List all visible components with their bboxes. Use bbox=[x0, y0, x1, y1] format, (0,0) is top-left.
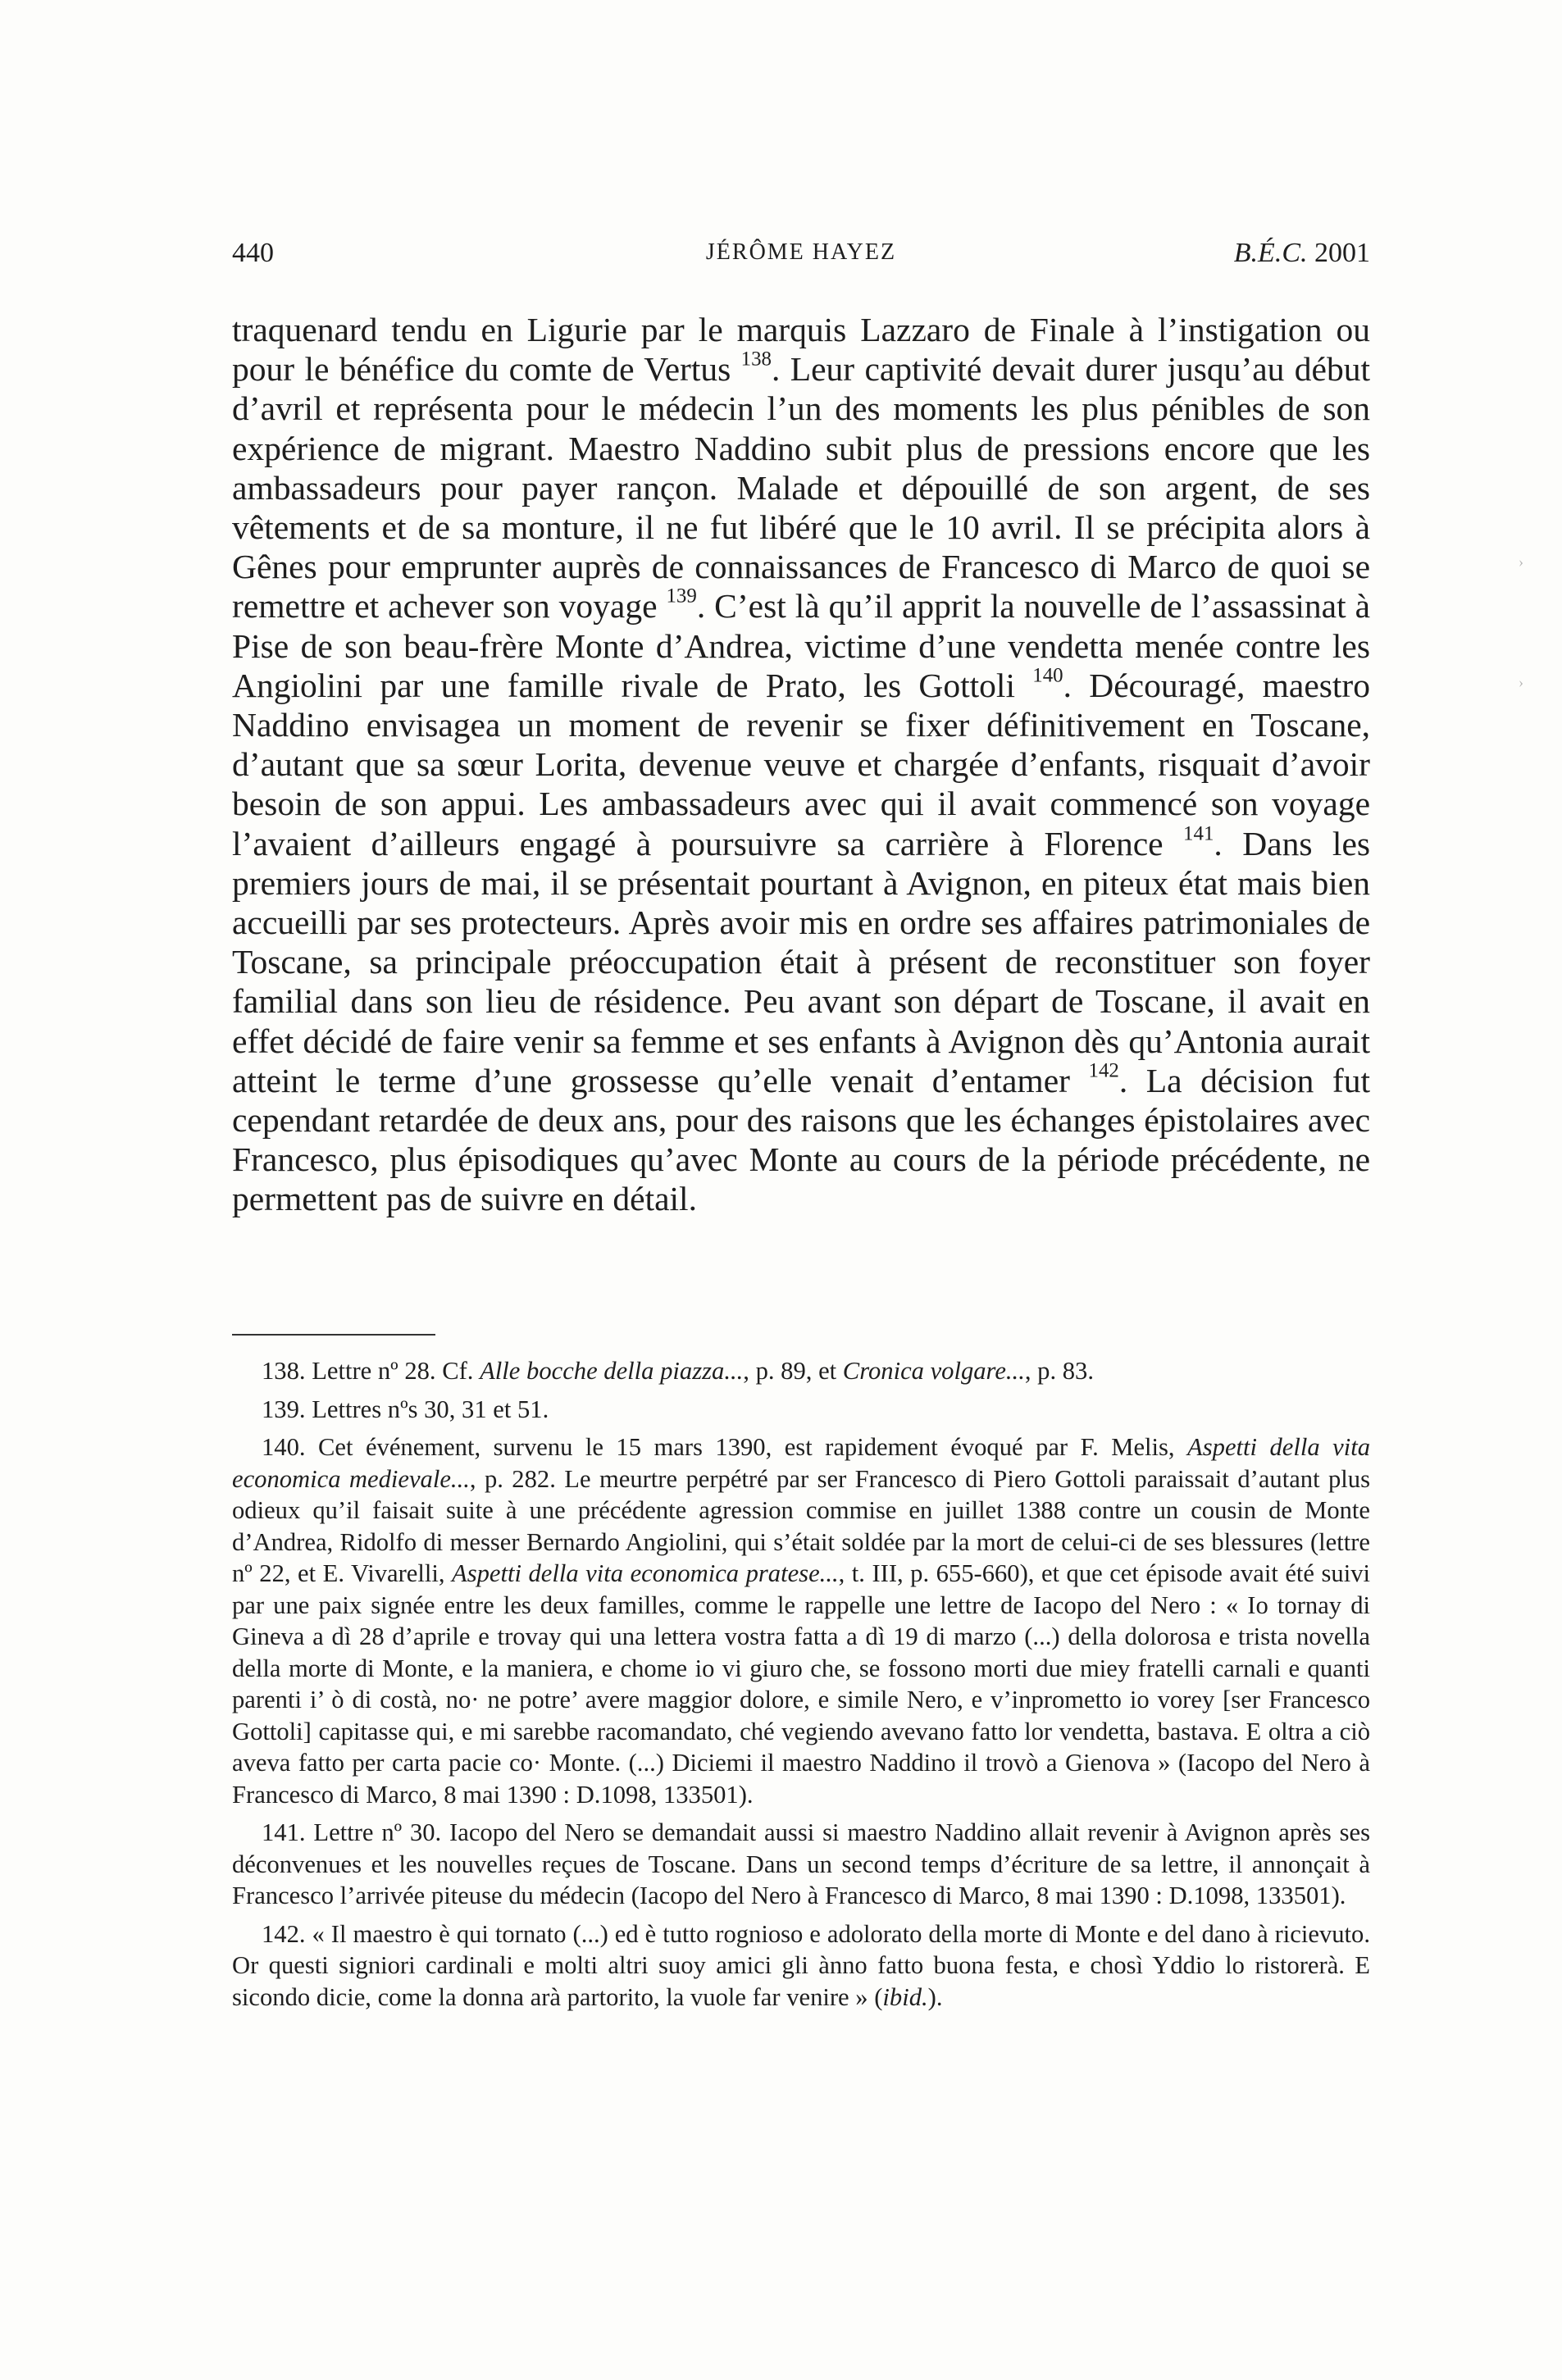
body-paragraph bbox=[232, 310, 1370, 1219]
footnote-number: 142. bbox=[262, 1919, 306, 1948]
footnote-text: Lettre nº 30. Iacopo del Nero se demandait aussi si maestro Naddino allait revenir à Avignon après ses déconvenues et les nouvelles reçues de Toscane. Dans un second temps d’écriture de sa lettre, il annonçait à Francesco l’arrivée piteuse du médecin (Iacopo del Nero à Francesco di Marco, 8 mai 1390 : D.1098, 133501). bbox=[232, 1818, 1371, 1909]
journal-reference bbox=[1234, 238, 1370, 269]
footnote-number: 139. bbox=[262, 1395, 306, 1423]
footnote-title: Aspetti della vita economica medievale... bbox=[232, 1433, 1370, 1493]
footnote-ref-140[interactable]: 140 bbox=[1032, 664, 1063, 687]
footnote-text: Lettre nº 28. Cf. bbox=[312, 1357, 480, 1385]
body-text-segment: . Leur captivité devait durer jusqu’au début d’avril et représenta pour le médecin l’un des moments les plus pénibles de son expérience de migrant. Maestro Naddino subit plus de pressions encore que les ambassadeurs pour payer rançon. Malade et dépouillé de son argent, de ses vêtements et de sa monture, il ne fut libéré que le 10 avril. Il se précipita alors à Gênes pour emprunter auprès de connaissances de Francesco di Marco de quoi se remettre et achever son voyage bbox=[232, 350, 1370, 626]
body-text-segment: . C’est là qu’il apprit la nouvelle de l’assassinat à Pise de son beau-frère Monte d’Andrea, victime d’une vendetta menée contre les Angiolini par une famille rivale de Prato, les Gottoli bbox=[232, 587, 1371, 704]
body-text-segment: . La décision fut cependant retardée de deux ans, pour des raisons que les échanges épistolaires avec Francesco, plus épisodiques qu’avec Monte au cours de la période précédente, ne permettent pas de suivre en détail. bbox=[232, 1061, 1371, 1218]
footnote-title: Aspetti della vita economica pratese... bbox=[452, 1559, 839, 1587]
body-text-segment: traquenard tendu en Ligurie par le marquis Lazzaro de Finale à l’instigation ou pour le bénéfice du comte de Vertus bbox=[232, 311, 1370, 389]
footnote-139 bbox=[232, 1394, 1370, 1426]
footnote-text: , p. 282. Le meurtre perpétré par ser Francesco di Piero Gottoli paraissait d’autant plus odieux qu’il faisait suite à une précédente agression commise en juillet 1388 contre un cousin de Monte d’Andrea, Ridolfo di messer Bernardo Angiolini, qui s’était soldée par la mort de celui-ci de ses blessures (lettre nº 22, et E. Vivarelli, bbox=[232, 1464, 1370, 1587]
main-text bbox=[232, 310, 1370, 1219]
footnote-text: Cet événement, survenu le 15 mars 1390, est rapidement évoqué par F. Melis, bbox=[318, 1433, 1188, 1461]
footnote-text: , p. 83. bbox=[1024, 1357, 1094, 1385]
footnote-140 bbox=[232, 1431, 1370, 1810]
footnote-title: Alle bocche della piazza... bbox=[480, 1357, 744, 1385]
body-text-segment: . Dans les premiers jours de mai, il se présentait pourtant à Avignon, en piteux état mais bien accueilli par ses protecteurs. Après avoir mis en ordre ses affaires patrimoniales de Toscane, sa principale préoccupation était à présent de reconstituer son foyer familial dans son lieu de résidence. Peu avant son départ de Toscane, il avait en effet décidé de faire venir sa femme et ses enfants à Avignon dès qu’Antonia aurait atteint le terme d’une grossesse qu’elle venait d’entamer bbox=[232, 824, 1371, 1099]
page-number: 440 bbox=[232, 238, 274, 268]
footnote-number: 140. bbox=[262, 1433, 306, 1461]
scan-mark: › bbox=[1519, 553, 1523, 570]
footnote-text: ). bbox=[927, 1982, 943, 2011]
footnote-ref-139[interactable]: 139 bbox=[666, 585, 697, 608]
body-text-segment: . Découragé, maestro Naddino envisagea un moment de revenir se fixer définitivement en Toscane, d’autant que sa sœur Lorita, devenue veuve et chargée d’enfants, risquait d’avoir besoin de son appui. Les ambassadeurs avec qui il avait commencé son voyage l’avaient d’ailleurs engagé à poursuivre sa carrière à Florence bbox=[232, 666, 1371, 862]
footnote-142 bbox=[232, 1918, 1370, 2014]
footnote-title: ibid. bbox=[882, 1982, 928, 2011]
footnote-title: Cronica volgare... bbox=[842, 1357, 1025, 1385]
footnote-text: , t. III, p. 655-660), et que cet épisode avait été suivi par une paix signée entre les deux familles, comme le rappelle une lettre de Iacopo del Nero : « Io tornay di Gineva a dì 28 d’aprile e trovay qui una lettera vostra fatta a dì 19 di marzo (...) della dolorosa e trista novella della morte di Monte, e la maniera, e chome io vi giuro che, se fossono morti due miey fratelli carnali e quanti parenti i’ ò di costà, no· ne potre’ avere maggior dolore, e simile Nero, e v’inprometto io vorey [ser Francesco Gottoli] capitasse qui, e mi sarebbe racomandato, ché vegiendo avevano fatto lor vendetta, bastava. E oltra a ciò aveva fatto per carta pacie co· Monte. (...) Diciemi il maestro Naddino il trovò a Gienova » (Iacopo del Nero à Francesco di Marco, 8 mai 1390 : D.1098, 133501). bbox=[232, 1559, 1371, 1809]
footnote-text: , p. 89, et bbox=[743, 1357, 843, 1385]
scan-mark: › bbox=[1519, 674, 1523, 690]
footnote-text: « Il maestro è qui tornato (...) ed è tutto rogniosо e adolorato della morte di Monte e del dano à ricievuto. Or questi signiori cardinali e molti altri suoy amici gli ànno fatto buona festa, e chosì Yddio lo ristorerà. E sicondo dicie, come la donna arà partorito, la vuole far venire » ( bbox=[232, 1919, 1371, 2011]
footnote-number: 141. bbox=[262, 1818, 306, 1846]
footnote-ref-138[interactable]: 138 bbox=[740, 348, 772, 371]
footnote-141 bbox=[232, 1817, 1370, 1912]
footnote-ref-142[interactable]: 142 bbox=[1088, 1059, 1119, 1082]
journal-abbrev: B.É.C. bbox=[1233, 238, 1308, 268]
footnote-138 bbox=[232, 1355, 1370, 1387]
footnote-number: 138. bbox=[262, 1357, 306, 1385]
footnote-ref-141[interactable]: 141 bbox=[1183, 821, 1214, 844]
footnotes bbox=[232, 1355, 1370, 2019]
footnote-separator bbox=[232, 1334, 435, 1336]
running-header bbox=[232, 238, 1370, 279]
running-header-author: JÉRÔME HAYEZ bbox=[705, 239, 897, 265]
journal-year: 2001 bbox=[1314, 238, 1370, 268]
footnote-text: Lettres nºs 30, 31 et 51. bbox=[312, 1395, 549, 1423]
